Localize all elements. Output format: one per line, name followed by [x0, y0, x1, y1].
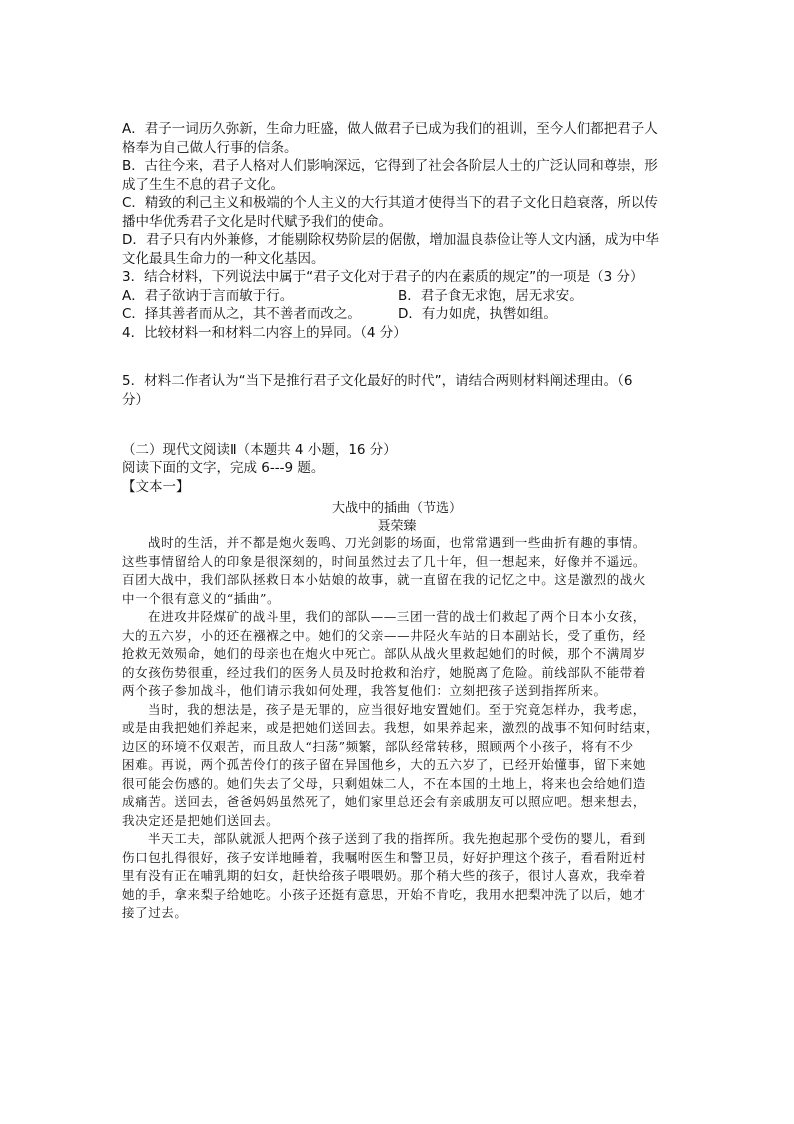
article-author: 聂荣臻 — [377, 519, 417, 534]
section-heading: （二）现代文阅读Ⅱ（本题共 4 小题，16 分） — [122, 442, 397, 458]
question-3-option-b: B．君子食无求饱，居无求安。 — [398, 288, 583, 304]
question-3-option-d: D．有力如虎，执辔如组。 — [398, 306, 557, 322]
question-3-option-a: A．君子欲讷于言而敏于行。 — [122, 288, 294, 304]
question-5-line-1: 5．材料二作者认为“当下是推行君子文化最好的时代”，请结合两则材料阐述理由。（6 — [122, 373, 633, 389]
option-d-line-2: 文化最具生命力的一种文化基因。 — [122, 251, 325, 267]
paragraph-3-line-1: 当时，我的想法是，孩子是无罪的，应当很好地安置她们。至于究竟怎样办，我考虑， — [148, 702, 646, 717]
paragraph-3-line-7: 我决定还是把她们送回去。 — [122, 813, 280, 828]
question-3-option-c: C．择其善者而从之，其不善者而改之。 — [122, 306, 361, 322]
option-a-line-1: A．君子一词历久弥新，生命力旺盛，做人做君子已成为我们的祖训，至今人们都把君子人 — [122, 121, 658, 137]
question-4: 4．比较材料一和材料二内容上的异同。（4 分） — [122, 325, 407, 341]
question-5-line-2: 分） — [122, 392, 149, 408]
option-c-line-2: 播中华优秀君子文化是时代赋予我们的使命。 — [122, 214, 392, 230]
paragraph-3-line-4: 困难。再说，两个孤苦伶仃的孩子留在异国他乡，大的五六岁了，已经开始懂事，留下来她 — [122, 757, 647, 772]
paragraph-1-line-2: 这些事情留给人的印象是很深刻的，时间虽然过去了几十年，但一想起来，好像并不遥远。 — [122, 554, 647, 569]
paragraph-4-line-2: 伤口包扎得很好，孩子安详地睡着，我嘱咐医生和警卫员，好好护理这个孩子，看看附近村 — [122, 850, 647, 865]
paragraph-2-line-1: 在进攻井陉煤矿的战斗里，我们的部队——三团一营的战士们救起了两个日本小女孩， — [148, 609, 646, 624]
paragraph-4-line-5: 接了过去。 — [122, 905, 188, 920]
option-d-line-1: D．君子只有内外兼修，才能剔除权势阶层的倨傲，增加温良恭俭让等人文内涵，成为中华 — [122, 232, 659, 248]
question-3-stem: 3．结合材料，下列说法中属于“君子文化对于君子的内在素质的规定”的一项是（3 分） — [122, 269, 644, 285]
option-b-line-1: B．古往今来，君子人格对人们影响深远，它得到了社会各阶层人士的广泛认同和尊崇，形 — [122, 158, 658, 174]
paragraph-4-line-1: 半天工夫，部队就派人把两个孩子送到了我的指挥所。我先抱起那个受伤的婴儿，看到 — [148, 831, 646, 846]
paragraph-3-line-2: 或是由我把她们养起来，或是把她们送回去。我想，如果养起来，激烈的战事不知何时结束， — [122, 720, 660, 735]
paragraph-4-line-3: 里有没有正在哺乳期的妇女，赶快给孩子喂喂奶。那个稍大些的孩子，很讨人喜欢，我牵着 — [122, 868, 647, 883]
paragraph-2-line-5: 两个孩子参加战斗，他们请示我如何处理，我答复他们：立刻把孩子送到指挥所来。 — [122, 683, 607, 698]
paragraph-3-line-5: 很可能会伤感的。她们失去了父母，只剩姐妹二人，不在本国的土地上，将来也会给她们造 — [122, 776, 647, 791]
paragraph-1-line-3: 百团大战中，我们部队拯救日本小姑娘的故事，就一直留在我的记忆之中。这是激烈的战火 — [122, 572, 647, 587]
paragraph-1-line-4: 中一个很有意义的“插曲”。 — [122, 591, 281, 606]
text-label: 【文本一】 — [122, 479, 190, 495]
option-a-line-2: 格奉为自己做人行事的信条。 — [122, 140, 298, 156]
paragraph-2-line-2: 大的五六岁，小的还在襁褓之中。她们的父亲——井陉火车站的日本副站长，受了重伤，经 — [122, 628, 647, 643]
paragraph-4-line-4: 她的手，拿来梨子给她吃。小孩子还挺有意思，开始不肯吃，我用水把梨冲洗了以后，她才 — [122, 887, 647, 902]
paragraph-2-line-3: 抢救无效殒命，她们的母亲也在炮火中死亡。部队从战火里救起她们的时候，那个不满周岁 — [122, 646, 647, 661]
option-c-line-1: C．精致的利己主义和极端的个人主义的大行其道才使得当下的君子文化日趋衰落，所以传 — [122, 195, 658, 211]
article-title: 大战中的插曲（节选） — [331, 501, 462, 516]
paragraph-1-line-1: 战时的生活，并不都是炮火轰鸣、刀光剑影的场面，也常常遇到一些曲折有趣的事情。 — [148, 535, 646, 550]
section-instruction: 阅读下面的文字，完成 6---9 题。 — [122, 460, 325, 476]
paragraph-3-line-3: 边区的环境不仅艰苦，而且敌人“扫荡”频繁，部队经常转移，照顾两个小孩子，将有不少 — [122, 739, 634, 754]
option-b-line-2: 成了生生不息的君子文化。 — [122, 177, 284, 193]
paragraph-3-line-6: 成痛苦。送回去，爸爸妈妈虽然死了，她们家里总还会有亲戚朋友可以照应吧。想来想去， — [122, 794, 647, 809]
paragraph-2-line-4: 的女孩伤势很重，经过我们的医务人员及时抢救和治疗，她脱离了危险。前线部队不能带着 — [122, 665, 647, 680]
